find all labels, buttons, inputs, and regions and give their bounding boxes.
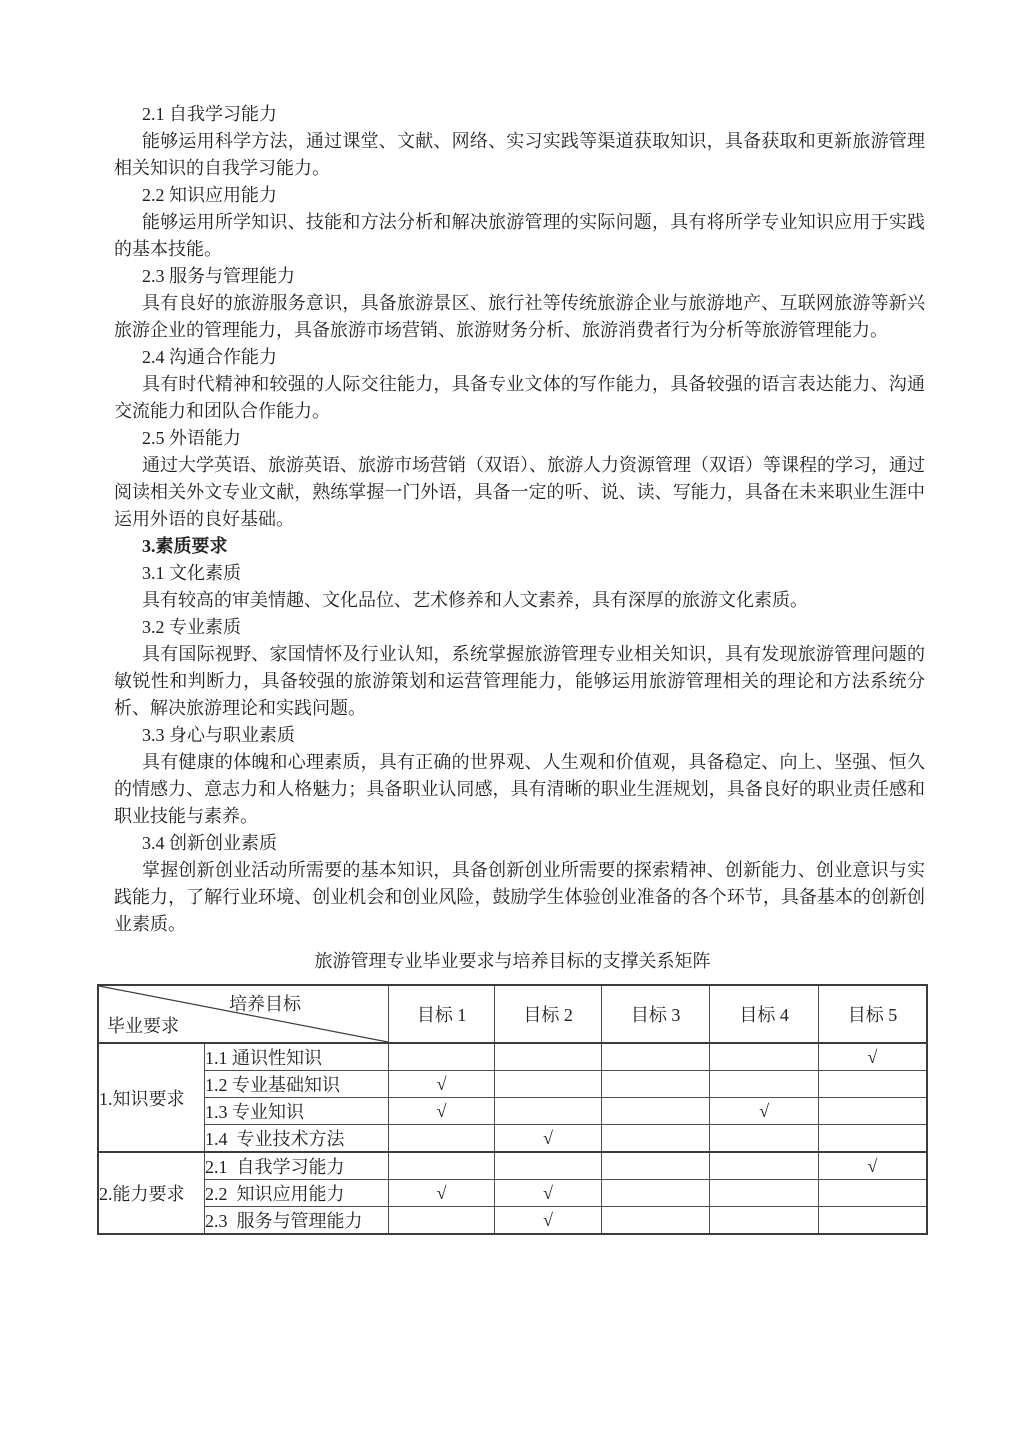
mark-cell — [710, 1043, 819, 1071]
mark-cell — [710, 1207, 819, 1235]
section-heading-2-1: 2.1 自我学习能力 — [142, 104, 277, 124]
mark-cell — [601, 1207, 710, 1235]
mark-cell: √ — [818, 1152, 927, 1180]
mark-cell — [710, 1152, 819, 1180]
mark-cell — [388, 1043, 495, 1071]
mark-cell — [495, 1043, 602, 1071]
table-row — [98, 1071, 927, 1098]
mark-cell — [710, 1180, 819, 1207]
row-label-2-3: 2.3 服务与管理能力 — [205, 1207, 389, 1235]
mark-cell: √ — [495, 1125, 602, 1153]
mark-cell — [388, 1125, 495, 1153]
mark-cell: √ — [710, 1098, 819, 1125]
row-label-2-1: 2.1 自我学习能力 — [205, 1152, 389, 1180]
table-row — [98, 1180, 927, 1207]
mark-cell — [601, 1152, 710, 1180]
mark-cell — [601, 1043, 710, 1071]
paragraph-3-3: 具有健康的体魄和心理素质，具有正确的世界观、人生观和价值观，具备稳定、向上、坚强、恒久的情感力、意志力和人格魅力；具备职业认同感，具有清晰的职业生涯规划，具备良好的职业责任感和职业技能与素养。 — [114, 752, 925, 826]
paragraph-3-2: 具有国际视野、家国情怀及行业认知，系统掌握旅游管理专业相关知识，具有发现旅游管理问题的敏锐性和判断力，具备较强的旅游策划和运营管理能力，能够运用旅游管理相关的理论和方法系统分析、解决旅游理论和实践问题。 — [114, 644, 925, 718]
mark-cell: √ — [388, 1098, 495, 1125]
mark-cell — [388, 1152, 495, 1180]
mark-cell — [818, 1125, 927, 1153]
mark-cell: √ — [495, 1207, 602, 1235]
table-row — [98, 1098, 927, 1125]
mark-cell: √ — [495, 1180, 602, 1207]
paragraph-2-4: 具有时代精神和较强的人际交往能力，具备专业文体的写作能力，具备较强的语言表达能力、沟通交流能力和团队合作能力。 — [114, 374, 925, 421]
corner-label-training-goals: 培养目标 — [228, 994, 301, 1014]
paragraph-2-3: 具有良好的旅游服务意识，具备旅游景区、旅行社等传统旅游企业与旅游地产、互联网旅游等新兴旅游企业的管理能力，具备旅游市场营销、旅游财务分析、旅游消费者行为分析等旅游管理能力。 — [114, 293, 925, 340]
mark-cell — [601, 1071, 710, 1098]
row-group-ability: 2.能力要求 — [98, 1152, 205, 1234]
section-heading-3-4: 3.4 创新创业素质 — [142, 833, 277, 853]
mark-cell — [601, 1098, 710, 1125]
mark-cell — [710, 1125, 819, 1153]
column-header-goal-1: 目标 1 — [388, 985, 495, 1043]
mark-cell: √ — [818, 1043, 927, 1071]
column-header-goal-3: 目标 3 — [601, 985, 710, 1043]
column-header-goal-5: 目标 5 — [818, 985, 927, 1043]
mark-cell — [495, 1098, 602, 1125]
mark-cell: √ — [388, 1180, 495, 1207]
paragraph-2-1: 能够运用科学方法，通过课堂、文献、网络、实习实践等渠道获取知识，具备获取和更新旅游管理相关知识的自我学习能力。 — [114, 131, 925, 178]
paragraph-3-1: 具有较高的审美情趣、文化品位、艺术修养和人文素养，具有深厚的旅游文化素质。 — [142, 590, 808, 610]
row-label-1-3: 1.3 专业知识 — [205, 1098, 389, 1125]
table-row — [98, 1125, 927, 1153]
mark-cell — [818, 1098, 927, 1125]
mark-cell — [495, 1152, 602, 1180]
section-heading-2-2: 2.2 知识应用能力 — [142, 185, 277, 205]
section-heading-3: 3.素质要求 — [142, 536, 228, 556]
section-heading-2-5: 2.5 外语能力 — [142, 428, 241, 448]
corner-label-graduation-requirements: 毕业要求 — [107, 1016, 179, 1036]
section-heading-2-4: 2.4 沟通合作能力 — [142, 347, 277, 367]
diagonal-corner-cell — [98, 985, 388, 1043]
mark-cell — [818, 1207, 927, 1235]
mark-cell — [710, 1071, 819, 1098]
support-matrix-section — [97, 948, 928, 1235]
table-row — [98, 1207, 927, 1235]
row-group-knowledge: 1.知识要求 — [98, 1043, 205, 1152]
mark-cell — [818, 1071, 927, 1098]
table-title: 旅游管理专业毕业要求与培养目标的支撑关系矩阵 — [314, 951, 711, 971]
table-row — [98, 1152, 927, 1180]
column-header-goal-4: 目标 4 — [710, 985, 819, 1043]
mark-cell — [601, 1125, 710, 1153]
mark-cell: √ — [388, 1071, 495, 1098]
support-matrix-table — [97, 984, 928, 1235]
row-label-2-2: 2.2 知识应用能力 — [205, 1180, 389, 1207]
table-header-row — [98, 985, 927, 1043]
section-heading-3-2: 3.2 专业素质 — [142, 617, 241, 637]
paragraph-2-2: 能够运用所学知识、技能和方法分析和解决旅游管理的实际问题，具有将所学专业知识应用于实践的基本技能。 — [114, 212, 925, 259]
table-row — [98, 1043, 927, 1071]
mark-cell — [818, 1180, 927, 1207]
row-label-1-4: 1.4 专业技术方法 — [205, 1125, 389, 1153]
section-heading-3-1: 3.1 文化素质 — [142, 563, 241, 583]
mark-cell — [601, 1180, 710, 1207]
column-header-goal-2: 目标 2 — [495, 985, 602, 1043]
row-label-1-2: 1.2 专业基础知识 — [205, 1071, 389, 1098]
paragraph-3-4: 掌握创新创业活动所需要的基本知识，具备创新创业所需要的探索精神、创新能力、创业意识与实践能力，了解行业环境、创业机会和创业风险，鼓励学生体验创业准备的各个环节，具备基本的创新创业素质。 — [114, 860, 925, 934]
section-heading-3-3: 3.3 身心与职业素质 — [142, 725, 295, 745]
row-label-1-1: 1.1 通识性知识 — [205, 1043, 389, 1071]
mark-cell — [388, 1207, 495, 1235]
section-heading-2-3: 2.3 服务与管理能力 — [142, 266, 295, 286]
mark-cell — [495, 1071, 602, 1098]
paragraph-2-5: 通过大学英语、旅游英语、旅游市场营销（双语）、旅游人力资源管理（双语）等课程的学习，通过阅读相关外文专业文献，熟练掌握一门外语，具备一定的听、说、读、写能力，具备在未来职业生涯中运用外语的良好基础。 — [114, 455, 925, 529]
